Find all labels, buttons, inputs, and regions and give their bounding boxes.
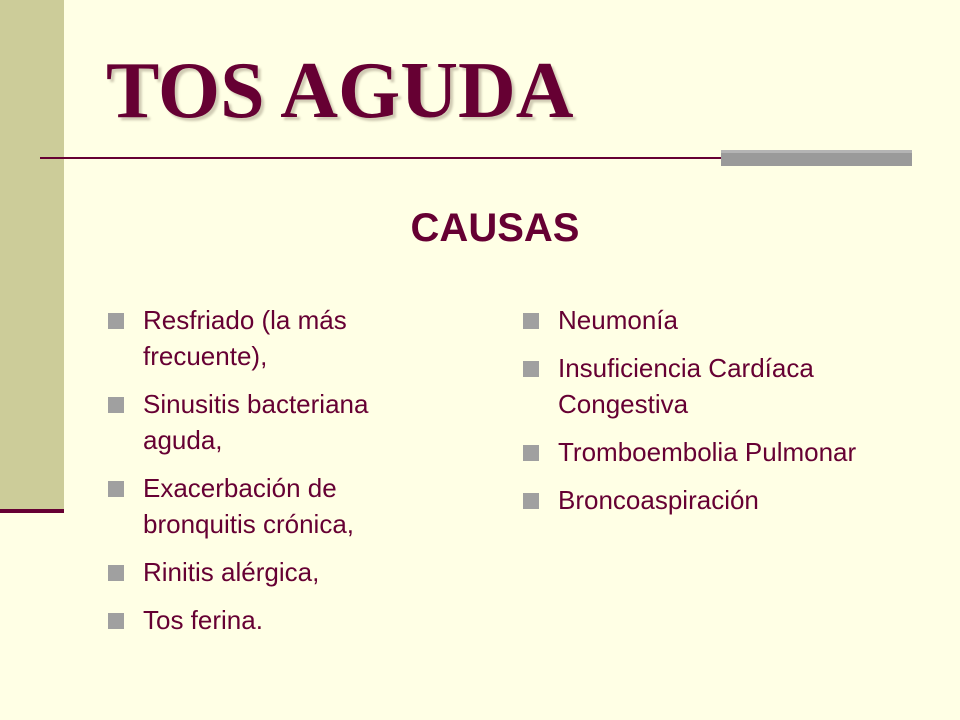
list-item-text: Broncoaspiración xyxy=(558,485,759,515)
square-bullet-icon xyxy=(523,445,539,461)
list-item-text: Insuficiencia Cardíaca Congestiva xyxy=(558,353,814,419)
list-item-text: Rinitis alérgica, xyxy=(143,557,320,587)
list-item-text: Resfriado (la más frecuente), xyxy=(143,305,347,371)
square-bullet-icon xyxy=(523,361,539,377)
list-item xyxy=(521,434,941,470)
list-item xyxy=(106,602,446,638)
list-item-text: Exacerbación de bronquitis crónica, xyxy=(143,473,354,539)
square-bullet-icon xyxy=(108,565,124,581)
sidebar-accent xyxy=(0,0,64,510)
sidebar-accent-underline xyxy=(0,509,64,513)
square-bullet-icon xyxy=(523,493,539,509)
list-item xyxy=(521,482,941,518)
list-item-text: Tos ferina. xyxy=(143,605,263,635)
list-item xyxy=(521,302,941,338)
list-item-text: Neumonía xyxy=(558,305,678,335)
right-bullet-list xyxy=(521,302,941,530)
list-item-text: Tromboembolia Pulmonar xyxy=(558,437,857,467)
square-bullet-icon xyxy=(523,313,539,329)
left-bullet-list xyxy=(106,302,446,650)
square-bullet-icon xyxy=(108,613,124,629)
list-item xyxy=(521,350,941,422)
list-item-text: Sinusitis bacteriana aguda, xyxy=(143,389,369,455)
square-bullet-icon xyxy=(108,313,124,329)
square-bullet-icon xyxy=(108,481,124,497)
list-item xyxy=(106,386,446,458)
list-item xyxy=(106,470,446,542)
list-item xyxy=(106,302,446,374)
slide-subtitle: CAUSAS xyxy=(410,206,580,250)
square-bullet-icon xyxy=(108,397,124,413)
list-item xyxy=(106,554,446,590)
slide-title: TOS AGUDA xyxy=(106,47,574,135)
title-divider-accent xyxy=(721,150,912,166)
